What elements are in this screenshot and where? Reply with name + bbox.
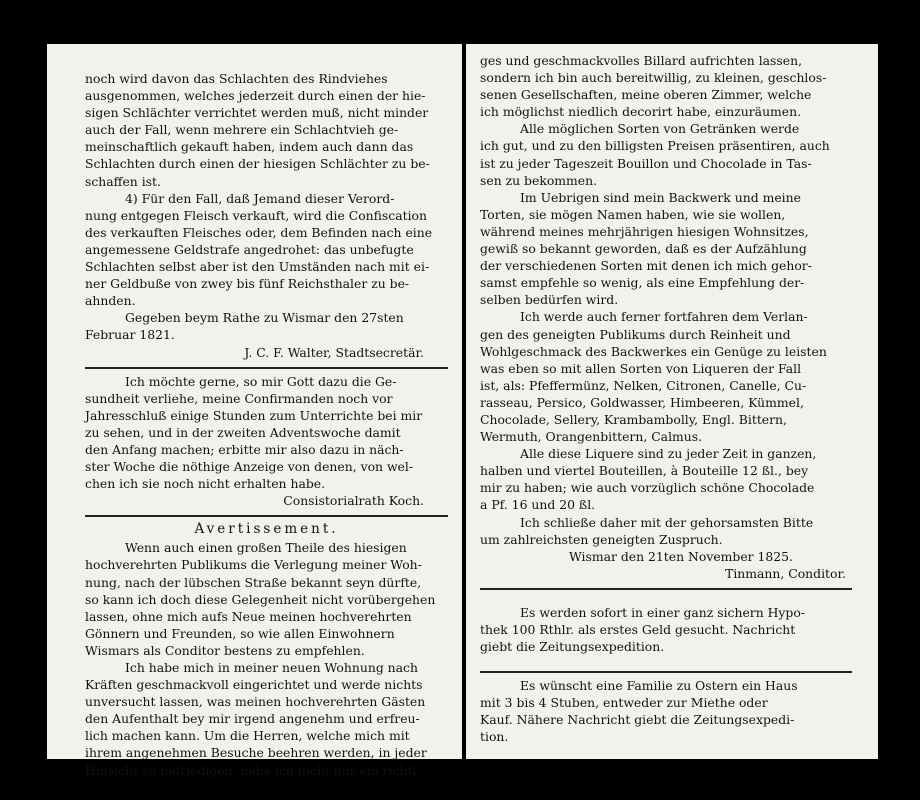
avertissement-continuation-4 bbox=[480, 308, 852, 445]
section-divider bbox=[85, 367, 448, 369]
text-line: ich möglichst niedlich decorirt habe, einzuräumen. bbox=[480, 104, 802, 120]
text-line: ster Woche die nöthige Anzeige von denen, von wel- bbox=[85, 459, 414, 475]
avertissement-continuation-1 bbox=[480, 52, 852, 120]
avertissement-paragraph-1 bbox=[85, 539, 448, 659]
text-line: Gönnern und Freunden, so wie allen Einwohnern bbox=[85, 625, 395, 641]
house-notice bbox=[480, 677, 852, 745]
right-page bbox=[466, 44, 878, 759]
koch-notice bbox=[85, 373, 448, 510]
left-page bbox=[47, 44, 462, 778]
text-line: hochverehrten Publikums die Verlegung meiner Woh- bbox=[85, 557, 422, 573]
signature-walter: J. C. F. Walter, Stadtsecretär. bbox=[244, 344, 424, 360]
text-line: 4) Für den Fall, daß Jemand dieser Verord- bbox=[125, 190, 395, 206]
text-line: ist zu jeder Tageszeit Bouillon und Chocolade in Tas- bbox=[480, 155, 812, 171]
text-line: Wismars als Conditor bestens zu empfehlen. bbox=[85, 642, 365, 658]
signature-tinmann: Tinmann, Conditor. bbox=[725, 565, 846, 581]
text-line: um zahlreichsten geneigten Zuspruch. bbox=[480, 531, 723, 547]
text-line: samst empfehle so wenig, als eine Empfehlung der- bbox=[480, 275, 805, 291]
text-line: Ich werde auch ferner fortfahren dem Verlan- bbox=[520, 309, 808, 325]
text-line: meinschaftlich gekauft haben, indem auch dann das bbox=[85, 139, 414, 155]
text-line: Wenn auch einen großen Theile des hiesigen bbox=[125, 540, 407, 556]
text-line: ahnden. bbox=[85, 293, 136, 309]
text-line: der verschiedenen Sorten mit denen ich mich gehor- bbox=[480, 258, 812, 274]
text-line: halben und viertel Bouteillen, à Bouteille 12 ßl., bey bbox=[480, 463, 809, 479]
text-line: zu sehen, und in der zweiten Adventswoche damit bbox=[85, 424, 401, 440]
text-line: während meines mehrjährigen hiesigen Wohnsitzes, bbox=[480, 223, 809, 239]
text-line: sondern ich bin auch bereitwillig, zu kleinen, geschlos- bbox=[480, 70, 827, 86]
text-line: gen des geneigten Publikums durch Reinheit und bbox=[480, 326, 791, 342]
text-line: unversucht lassen, was meinen hochverehrten Gästen bbox=[85, 694, 426, 710]
text-line: senen Gesellschaften, meine oberen Zimmer, welche bbox=[480, 87, 812, 103]
text-line: ner Geldbuße von zwey bis fünf Reichsthaler zu be- bbox=[85, 276, 410, 292]
text-line: was eben so mit allen Sorten von Liqueren der Fall bbox=[480, 360, 802, 376]
text-line: selben bedürfen wird. bbox=[480, 292, 619, 308]
text-line: Wermuth, Orangenbittern, Calmus. bbox=[480, 429, 703, 445]
text-line: angemessene Geldstrafe angedrohet: das unbefugte bbox=[85, 241, 414, 257]
avertissement-continuation-6 bbox=[480, 514, 852, 582]
ordinance-continuation bbox=[85, 70, 448, 190]
text-line: Kauf. Nähere Nachricht giebt die Zeitungsexpedi- bbox=[480, 712, 795, 728]
text-line: mit 3 bis 4 Stuben, entweder zur Miethe oder bbox=[480, 695, 768, 711]
text-line: Wohlgeschmack des Backwerkes ein Genüge zu leisten bbox=[480, 343, 827, 359]
date-line: Wismar den 21ten November 1825. bbox=[569, 548, 793, 564]
text-line: Hinsicht zu befriedigen, habe ich nicht nur ein richti- bbox=[85, 762, 421, 778]
ordinance-item-4 bbox=[85, 190, 448, 310]
text-line: den Aufenthalt bey mir irgend angenehm und erfreu- bbox=[85, 711, 420, 727]
section-divider bbox=[85, 515, 448, 517]
text-line: Torten, sie mögen Namen haben, wie sie wollen, bbox=[480, 206, 786, 222]
text-line: Chocolade, Sellery, Krambambolly, Engl. Bittern, bbox=[480, 411, 787, 427]
text-line: gewiß so bekannt geworden, daß es der Aufzählung bbox=[480, 241, 807, 257]
text-line: a Pf. 16 und 20 ßl. bbox=[480, 497, 596, 513]
avertissement-paragraph-2 bbox=[85, 659, 448, 779]
avertissement-continuation-2 bbox=[480, 120, 852, 188]
text-line: Schlachten selbst aber ist den Umständen nach mit ei- bbox=[85, 259, 430, 275]
text-line: Kräften geschmackvoll eingerichtet und werde nichts bbox=[85, 677, 423, 693]
text-line: giebt die Zeitungsexpedition. bbox=[480, 639, 665, 655]
text-line: ich gut, und zu den billigsten Preisen präsentiren, auch bbox=[480, 138, 830, 154]
text-line: Es wünscht eine Familie zu Ostern ein Haus bbox=[520, 678, 798, 694]
text-line: schaffen ist. bbox=[85, 173, 161, 189]
text-line: Gegeben beym Rathe zu Wismar den 27sten bbox=[125, 310, 404, 326]
text-line: Februar 1821. bbox=[85, 327, 175, 343]
text-line: sen zu bekommen. bbox=[480, 172, 598, 188]
text-line: Im Uebrigen sind mein Backwerk und meine bbox=[520, 189, 801, 205]
text-line: tion. bbox=[480, 729, 509, 745]
text-line: des verkauften Fleisches oder, dem Befinden nach eine bbox=[85, 224, 433, 240]
text-line: nung entgegen Fleisch verkauft, wird die Confiscation bbox=[85, 207, 427, 223]
text-line: sundheit verliehe, meine Confirmanden noch vor bbox=[85, 390, 393, 406]
text-line: mir zu haben; wie auch vorzüglich schöne Chocolade bbox=[480, 480, 815, 496]
text-line: noch wird davon das Schlachten des Rindviehes bbox=[85, 71, 388, 86]
text-line: Ich schließe daher mit der gehorsamsten Bitte bbox=[520, 514, 814, 530]
text-line: lich machen kann. Um die Herren, welche mich mit bbox=[85, 728, 410, 744]
avertissement-heading: Avertissement. bbox=[194, 521, 339, 538]
text-line: Schlachten durch einen der hiesigen Schlächter zu be- bbox=[85, 156, 430, 172]
mortgage-notice bbox=[480, 604, 852, 655]
text-line: ausgenommen, welches jederzeit durch einen der hie- bbox=[85, 88, 426, 104]
signature-koch: Consistorialrath Koch. bbox=[283, 493, 424, 509]
text-line: Alle möglichen Sorten von Getränken werde bbox=[520, 121, 800, 137]
section-divider bbox=[480, 671, 852, 673]
ordinance-given bbox=[85, 309, 448, 360]
text-line: chen ich sie noch nicht erhalten habe. bbox=[85, 476, 326, 492]
text-line: Es werden sofort in einer ganz sichern Hypo- bbox=[520, 604, 806, 620]
text-line: nung, nach der lübschen Straße bekannt seyn dürfte, bbox=[85, 574, 422, 590]
text-line: den Anfang machen; erbitte mir also dazu in näch- bbox=[85, 441, 404, 457]
text-line: ist, als: Pfeffermünz, Nelken, Citronen, Canelle, Cu- bbox=[480, 377, 807, 393]
text-line: Jahresschluß einige Stunden zum Unterrichte bei mir bbox=[85, 407, 423, 423]
text-line: lassen, ohne mich aufs Neue meinen hochverehrten bbox=[85, 608, 412, 624]
text-line: rasseau, Persico, Goldwasser, Himbeeren, Kümmel, bbox=[480, 394, 804, 410]
text-line: Ich habe mich in meiner neuen Wohnung nach bbox=[125, 660, 418, 675]
text-line: thek 100 Rthlr. als erstes Geld gesucht. Nachricht bbox=[480, 622, 796, 637]
section-divider bbox=[480, 588, 852, 590]
text-line: ihrem angenehmen Besuche beehren werden, in jeder bbox=[85, 745, 427, 761]
text-line: so kann ich doch diese Gelegenheit nicht vorübergehen bbox=[85, 591, 436, 607]
text-line: auch der Fall, wenn mehrere ein Schlachtvieh ge- bbox=[85, 122, 399, 138]
avertissement-continuation-5 bbox=[480, 445, 852, 513]
text-line: ges und geschmackvolles Billard aufrichten lassen, bbox=[480, 53, 803, 68]
text-line: Alle diese Liquere sind zu jeder Zeit in ganzen, bbox=[520, 446, 817, 462]
avertissement-continuation-3 bbox=[480, 189, 852, 309]
text-line: sigen Schlächter verrichtet werden muß, nicht minder bbox=[85, 105, 429, 121]
text-line: Ich möchte gerne, so mir Gott dazu die Ge- bbox=[125, 373, 397, 389]
